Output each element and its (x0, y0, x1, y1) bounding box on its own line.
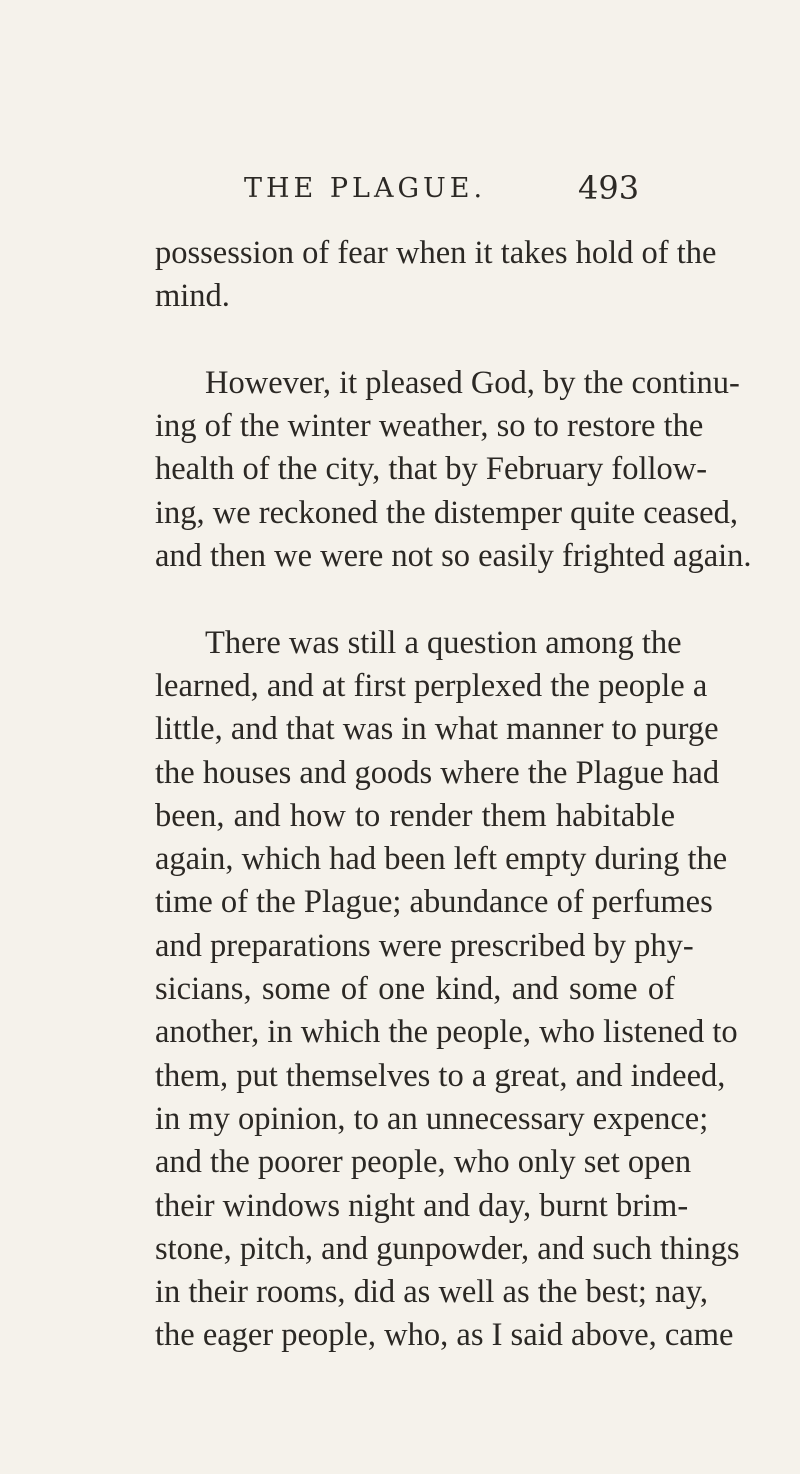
paragraph-1 (155, 232, 717, 319)
text-line: time of the Plague; abundance of perfumes (155, 884, 713, 921)
running-head (0, 169, 800, 213)
text-line: and then we were not so easily frighted again. (155, 538, 752, 575)
text-line: little, and that was in what manner to purge (155, 711, 719, 748)
text-line: and preparations were prescribed by phy- (155, 927, 694, 964)
text-line: ing of the winter weather, so to restore the (155, 408, 704, 445)
text-line: the houses and goods where the Plague had (155, 754, 720, 791)
text-line: in their rooms, did as well as the best; nay, (155, 1274, 708, 1311)
text-line: sicians, some of one kind, and some of (155, 971, 675, 1008)
paragraph-2 (155, 362, 752, 578)
body-text (155, 232, 752, 1401)
text-line: possession of fear when it takes hold of the (155, 235, 717, 271)
text-line: However, it pleased God, by the continu- (205, 364, 740, 401)
text-line: stone, pitch, and gunpowder, and such things (155, 1230, 740, 1267)
text-line: learned, and at first perplexed the people a (155, 667, 708, 704)
text-line: the eager people, who, as I said above, came (155, 1317, 734, 1354)
text-line: and the poorer people, who only set open (155, 1144, 692, 1181)
text-line: another, in which the people, who listened to (155, 1014, 738, 1051)
text-line: in my opinion, to an unnecessary expence; (155, 1100, 709, 1137)
text-line: been, and how to render them habitable (155, 797, 675, 834)
text-line: their windows night and day, burnt brim- (155, 1187, 689, 1224)
text-line: again, which had been left empty during the (155, 841, 728, 878)
running-head-title: THE PLAGUE. (244, 173, 487, 204)
text-line: health of the city, that by February follow- (155, 451, 708, 488)
page-number: 493 (578, 169, 640, 207)
text-line: There was still a question among the (205, 624, 682, 661)
text-line: ing, we reckoned the distemper quite ceased, (155, 494, 738, 531)
text-line: mind. (155, 278, 230, 315)
paragraph-3 (155, 622, 740, 1358)
text-line: them, put themselves to a great, and indeed, (155, 1057, 726, 1094)
